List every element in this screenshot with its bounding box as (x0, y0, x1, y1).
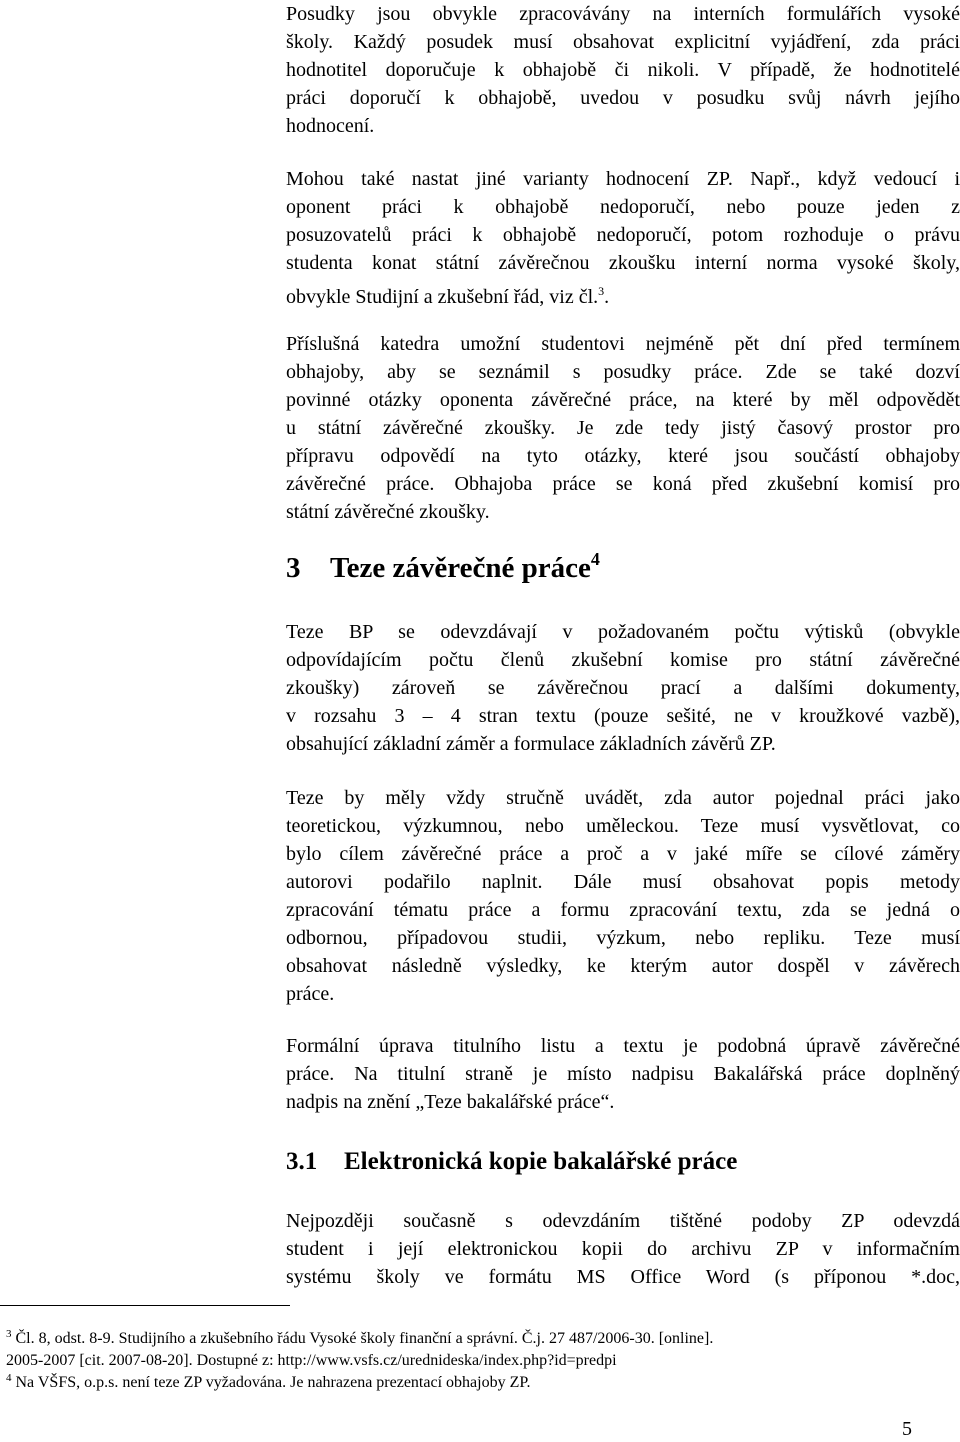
text-line (286, 277, 960, 311)
text-line: hodnocení. (286, 115, 375, 137)
text-line: Nejpozději současně s odevzdáním tištěné podoby ZP odevzdá (286, 1210, 960, 1232)
text-line: práce. Na titulní straně je místo nadpisu Bakalářská práce doplněný (286, 1063, 960, 1085)
text-line: systému školy ve formátu MS Office Word (s příponou *.doc, (286, 1266, 960, 1288)
text-line: Formální úprava titulního listu a textu je podobná úpravě závěrečné (286, 1035, 960, 1057)
text-line: nadpis na znění „Teze bakalářské práce“. (286, 1091, 615, 1113)
text-line: zkoušky) zároveň se závěrečnou prací a dalšími dokumenty, (286, 677, 960, 699)
text-line: autorovi podařilo naplnit. Dále musí obsahovat popis metody (286, 871, 960, 893)
text-line: odbornou, případovou studii, výzkum, nebo repliku. Teze musí (286, 927, 960, 949)
footnote-text: Na VŠFS, o.p.s. není teze ZP vyžadována. Je nahrazena prezentací obhajoby ZP. (11, 1374, 531, 1391)
paragraph-katedra (286, 330, 960, 526)
text-line: přípravu odpovědí na tyto otázky, které jsou součástí obhajoby (286, 445, 960, 467)
text-line: zpracování tématu práce a formu zpracování textu, zda se jedná o (286, 899, 960, 921)
text-line: odpovídajícím počtu členů zkušební komise pro státní závěrečné (286, 649, 960, 671)
text-line: oponent práci k obhajobě nedoporučí, nebo pouze jeden z (286, 196, 960, 218)
footnote-text: 2005-2007 [cit. 2007-08-20]. Dostupné z: http://www.vsfs.cz/urednideska/index.php?id=predpi (6, 1352, 617, 1369)
paragraph-obsah-tezi (286, 784, 960, 1008)
footnote-mark: 4 (6, 1372, 12, 1384)
text-line: státní závěrečné zkoušky. (286, 501, 490, 523)
text-line: Příslušná katedra umožní studentovi nejméně pět dní před termínem (286, 333, 960, 355)
section-number: 3 (286, 552, 301, 584)
footnote-text: Čl. 8, odst. 8-9. Studijního a zkušebního řádu Vysoké školy finanční a správní. Č.j. 27 487/2006-30. [online]. (11, 1330, 714, 1347)
text-line: v rozsahu 3 – 4 stran textu (pouze sešité, ne v kroužkové vazbě), (286, 705, 960, 727)
footnote-reference[interactable]: 3 (598, 284, 605, 298)
page-number: 5 (902, 1418, 912, 1440)
text-fragment: . (604, 286, 610, 308)
text-line: školy. Každý posudek musí obsahovat explicitní vyjádření, zda práci (286, 31, 960, 53)
paragraph-varianty (286, 165, 960, 311)
subsection-title: Elektronická kopie bakalářské práce (344, 1148, 738, 1175)
footnote-reference[interactable]: 4 (590, 549, 600, 569)
text-line: Mohou také nastat jiné varianty hodnocení ZP. Např., když vedoucí i (286, 168, 960, 190)
paragraph-posudky (286, 0, 960, 140)
text-line: obhajoby, aby se seznámil s posudky práce. Zde se také dozví (286, 361, 960, 383)
footnote-4 (6, 1367, 906, 1394)
section-title: Teze závěrečné práce (330, 552, 591, 584)
subsection-number: 3.1 (286, 1148, 318, 1175)
text-line: posuzovatelů práci k obhajobě nedoporučí, potom rozhoduje o právu (286, 224, 960, 246)
footnote-3 (6, 1323, 906, 1372)
text-line: závěrečné práce. Obhajoba práce se koná před zkušební komisí pro (286, 473, 960, 495)
paragraph-formalni-uprava (286, 1032, 960, 1116)
text-line: teoretickou, výzkumnou, nebo uměleckou. Teze musí vysvětlovat, co (286, 815, 960, 837)
text-line: Teze by měly vždy stručně uvádět, zda autor pojednal práci jako (286, 787, 960, 809)
text-line: Posudky jsou obvykle zpracovávány na interních formulářích vysoké (286, 3, 960, 25)
text-line: studenta konat státní závěrečnou zkoušku interní norma vysoké školy, (286, 252, 960, 274)
subsection-heading (286, 1148, 737, 1176)
text-line: student i její elektronickou kopii do archivu ZP v informačním (286, 1238, 960, 1260)
text-line: práce. (286, 983, 335, 1005)
footnote-mark: 3 (6, 1328, 12, 1340)
footnote-separator (0, 1305, 290, 1306)
text-line: práci doporučí k obhajobě, uvedou v posudku svůj návrh jejího (286, 87, 960, 109)
text-line: hodnotitel doporučuje k obhajobě či nikoli. V případě, že hodnotitelé (286, 59, 960, 81)
text-fragment: obvykle Studijní a zkušební řád, viz čl. (286, 286, 599, 308)
section-heading (286, 549, 600, 585)
text-line: povinné otázky oponenta závěrečné práce, na které by měl odpovědět (286, 389, 960, 411)
paragraph-elektronicka-kopie (286, 1207, 960, 1291)
paragraph-teze-bp (286, 618, 960, 758)
text-line: obsahující základní záměr a formulace základních závěrů ZP. (286, 733, 776, 755)
text-line: u státní závěrečné zkoušky. Je zde tedy jistý časový prostor pro (286, 417, 960, 439)
text-line: Teze BP se odevzdávají v požadovaném počtu výtisků (obvykle (286, 621, 960, 643)
text-line: obsahovat následně výsledky, ke kterým autor dospěl v závěrech (286, 955, 960, 977)
text-line: bylo cílem závěrečné práce a proč a v jaké míře se cílové záměry (286, 843, 960, 865)
